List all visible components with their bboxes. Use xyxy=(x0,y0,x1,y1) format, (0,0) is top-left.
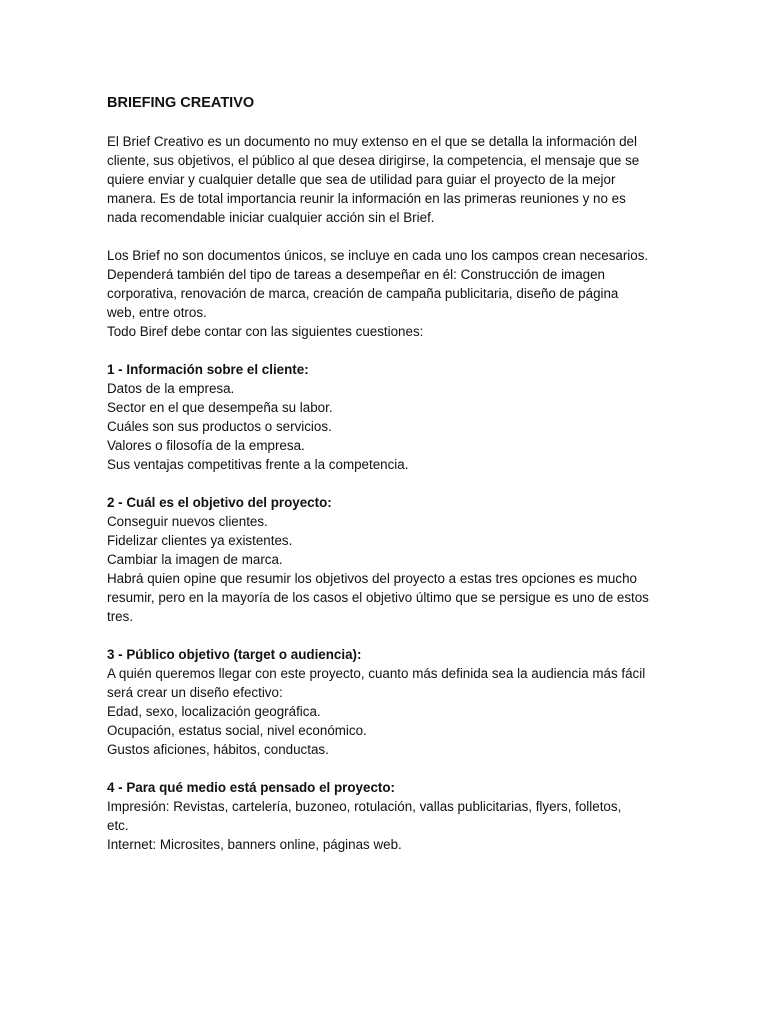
intro-paragraph xyxy=(107,132,667,227)
intro-line: quiere enviar y cualquier detalle que sea de utilidad para guiar el proyecto de la mejor xyxy=(107,172,616,187)
second-line: Los Brief no son documentos únicos, se incluye en cada uno los campos crean necesarios. xyxy=(107,248,649,263)
section-target-audience xyxy=(107,645,728,759)
list-item: Conseguir nuevos clientes. xyxy=(107,514,268,529)
intro-line: nada recomendable iniciar cualquier acción sin el Brief. xyxy=(107,210,435,225)
list-item: etc. xyxy=(107,818,129,833)
list-item: Sus ventajas competitivas frente a la competencia. xyxy=(107,457,409,472)
second-line: web, entre otros. xyxy=(107,305,207,320)
section-heading: 1 - Información sobre el cliente: xyxy=(107,362,309,377)
list-item: Cuáles son sus productos o servicios. xyxy=(107,419,332,434)
list-item: Datos de la empresa. xyxy=(107,381,235,396)
list-item: Gustos aficiones, hábitos, conductas. xyxy=(107,742,329,757)
list-item: resumir, pero en la mayoría de los casos el objetivo último que se persigue es uno de estos xyxy=(107,590,649,605)
section-heading: 2 - Cuál es el objetivo del proyecto: xyxy=(107,495,332,510)
intro-line: manera. Es de total importancia reunir la información en las primeras reuniones y no es xyxy=(107,191,626,206)
list-item: Impresión: Revistas, cartelería, buzoneo, rotulación, vallas publicitarias, flyers, folletos, xyxy=(107,799,622,814)
intro-line: El Brief Creativo es un documento no muy extenso en el que se detalla la información del xyxy=(107,134,637,149)
list-item: tres. xyxy=(107,609,134,624)
intro-line: cliente, sus objetivos, el público al que desea dirigirse, la competencia, el mensaje que se xyxy=(107,153,640,168)
list-item: será crear un diseño efectivo: xyxy=(107,685,283,700)
list-item: Cambiar la imagen de marca. xyxy=(107,552,283,567)
list-item: Edad, sexo, localización geográfica. xyxy=(107,704,321,719)
list-item: A quién queremos llegar con este proyecto, cuanto más definida sea la audiencia más fácil xyxy=(107,666,646,681)
section-project-objective xyxy=(107,493,728,626)
list-item: Fidelizar clientes ya existentes. xyxy=(107,533,293,548)
list-item: Internet: Microsites, banners online, páginas web. xyxy=(107,837,402,852)
second-line: Dependerá también del tipo de tareas a desempeñar en él: Construcción de imagen xyxy=(107,267,605,282)
section-heading: 3 - Público objetivo (target o audiencia): xyxy=(107,647,362,662)
list-item: Habrá quien opine que resumir los objetivos del proyecto a estas tres opciones es mucho xyxy=(107,571,637,586)
second-line: corporativa, renovación de marca, creación de campaña publicitaria, diseño de página xyxy=(107,286,619,301)
document-title: BRIEFING CREATIVO xyxy=(107,95,255,111)
section-heading: 4 - Para qué medio está pensado el proyecto: xyxy=(107,780,395,795)
list-item: Sector en el que desempeña su labor. xyxy=(107,400,333,415)
section-client-info xyxy=(107,360,728,474)
section-media xyxy=(107,778,728,854)
second-paragraph xyxy=(107,246,667,341)
list-item: Valores o filosofía de la empresa. xyxy=(107,438,305,453)
second-line: Todo Biref debe contar con las siguientes cuestiones: xyxy=(107,324,424,339)
list-item: Ocupación, estatus social, nivel económico. xyxy=(107,723,367,738)
